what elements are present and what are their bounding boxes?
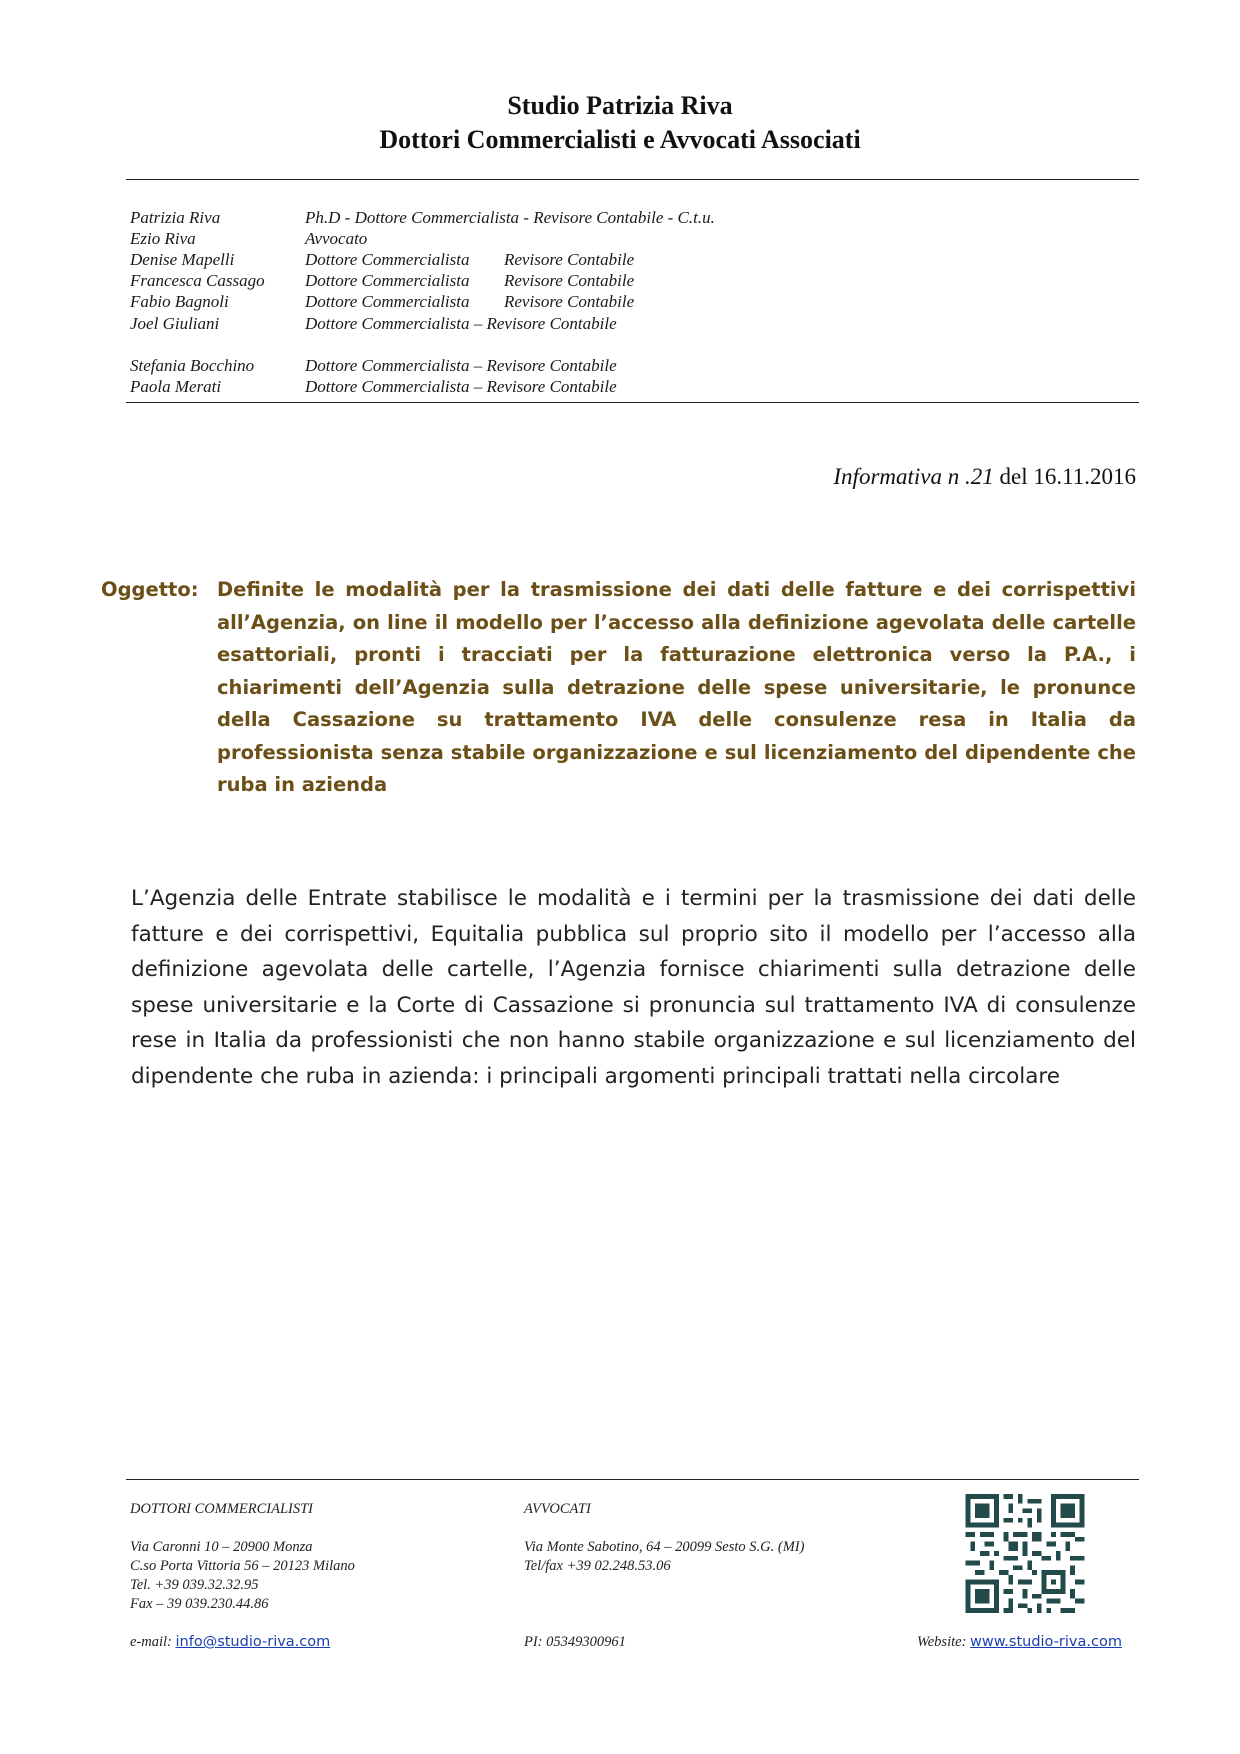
informativa-number: Informativa n .21 — [833, 464, 994, 489]
email-link[interactable]: info@studio-riva.com — [175, 1634, 331, 1650]
staff-name: Stefania Bocchino — [130, 356, 255, 375]
staff-row — [130, 377, 1130, 399]
footer-avvocati-telfax: Tel/fax +39 02.248.53.06 — [524, 1558, 671, 1574]
staff-name: Joel Giuliani — [130, 314, 220, 333]
staff-role: Dottore Commercialista – Revisore Contabile — [305, 377, 617, 396]
footer-email-label: e-mail: — [130, 1634, 176, 1650]
staff-row — [130, 356, 1130, 378]
body-paragraph: L’Agenzia delle Entrate stabilisce le modalità e i termini per la trasmissione dei dati delle fatture e dei corrispettivi, Equitalia pubblica sul proprio sito il modello per l’accesso alla definizione agevolata delle cartelle, l’Agenzia fornisce chiarimenti sulla detrazione delle spese universitarie e la Corte di Cassazione si pronuncia sul trattamento IVA di consulenze rese in Italia da professionisti che non hanno stabile organizzazione e sul licenziamento del dipendente che ruba in azienda: i principali argomenti principali trattati nella circolare — [131, 886, 1136, 1089]
footer-vat-number: PI: 05349300961 — [524, 1634, 626, 1650]
footer-rule — [126, 1479, 1139, 1480]
staff-role-secondary: Revisore Contabile — [504, 250, 635, 269]
footer-email — [130, 1633, 330, 1653]
staff-row — [130, 229, 1130, 251]
staff-role: Avvocato — [305, 229, 368, 248]
footer-commercialisti-fax: Fax – 39 039.230.44.86 — [130, 1596, 269, 1612]
footer-website — [917, 1633, 1122, 1653]
staff-name: Paola Merati — [130, 377, 222, 396]
staff-name: Denise Mapelli — [130, 250, 235, 269]
footer-avvocati-title: AVVOCATI — [524, 1501, 591, 1517]
staff-name: Ezio Riva — [130, 229, 196, 248]
staff-role: Dottore Commercialista — [305, 292, 470, 311]
staff-role: Dottore Commercialista – Revisore Contabile — [305, 356, 617, 375]
staff-name: Francesca Cassago — [130, 271, 265, 290]
footer-commercialisti-address-monza: Via Caronni 10 – 20900 Monza — [130, 1539, 313, 1555]
staff-role: Dottore Commercialista — [305, 271, 470, 290]
staff-row — [130, 314, 1130, 336]
footer-avvocati-address: Via Monte Sabotino, 64 – 20099 Sesto S.G. (MI) — [524, 1539, 805, 1555]
staff-name: Patrizia Riva — [130, 208, 221, 227]
header-bottom-rule — [126, 402, 1139, 403]
footer-commercialisti-title: DOTTORI COMMERCIALISTI — [130, 1501, 313, 1517]
staff-role: Dottore Commercialista – Revisore Contabile — [305, 314, 617, 333]
staff-row — [130, 271, 1130, 293]
informativa-reference — [833, 464, 1136, 490]
subject-text: Definite le modalità per la trasmissione dei dati delle fatture e dei corrispettivi all’Agenzia, on line il modello per l’accesso alla definizione agevolata delle cartelle esattoriali, pronti i tracciati per la fatturazione elettronica verso la P.A., i chiarimenti dell’Agenzia sulla detrazione delle spese universitarie, le pronunce della Cassazione su trattamento IVA delle consulenze resa in Italia da professionista senza stabile organizzazione e sul licenziamento del dipendente che ruba in azienda — [217, 578, 1136, 796]
qr-code-icon — [962, 1494, 1088, 1613]
staff-role: Ph.D - Dottore Commercialista - Revisore Contabile - C.t.u. — [305, 208, 715, 227]
staff-row — [130, 250, 1130, 272]
header-top-rule — [126, 179, 1139, 180]
staff-row — [130, 208, 1130, 230]
subject-label: Oggetto: — [101, 578, 199, 601]
staff-row — [130, 292, 1130, 314]
staff-role: Dottore Commercialista — [305, 250, 470, 269]
footer-commercialisti-address-milano: C.so Porta Vittoria 56 – 20123 Milano — [130, 1558, 355, 1574]
staff-role-secondary: Revisore Contabile — [504, 292, 635, 311]
footer-website-label: Website: — [917, 1634, 971, 1650]
firm-subtitle: Dottori Commercialisti e Avvocati Associati — [379, 125, 861, 154]
firm-name: Studio Patrizia Riva — [507, 91, 733, 120]
staff-name: Fabio Bagnoli — [130, 292, 229, 311]
informativa-date: del 16.11.2016 — [993, 464, 1136, 489]
footer-commercialisti-phone: Tel. +39 039.32.32.95 — [130, 1577, 259, 1593]
website-link[interactable]: www.studio-riva.com — [970, 1634, 1122, 1650]
staff-role-secondary: Revisore Contabile — [504, 271, 635, 290]
